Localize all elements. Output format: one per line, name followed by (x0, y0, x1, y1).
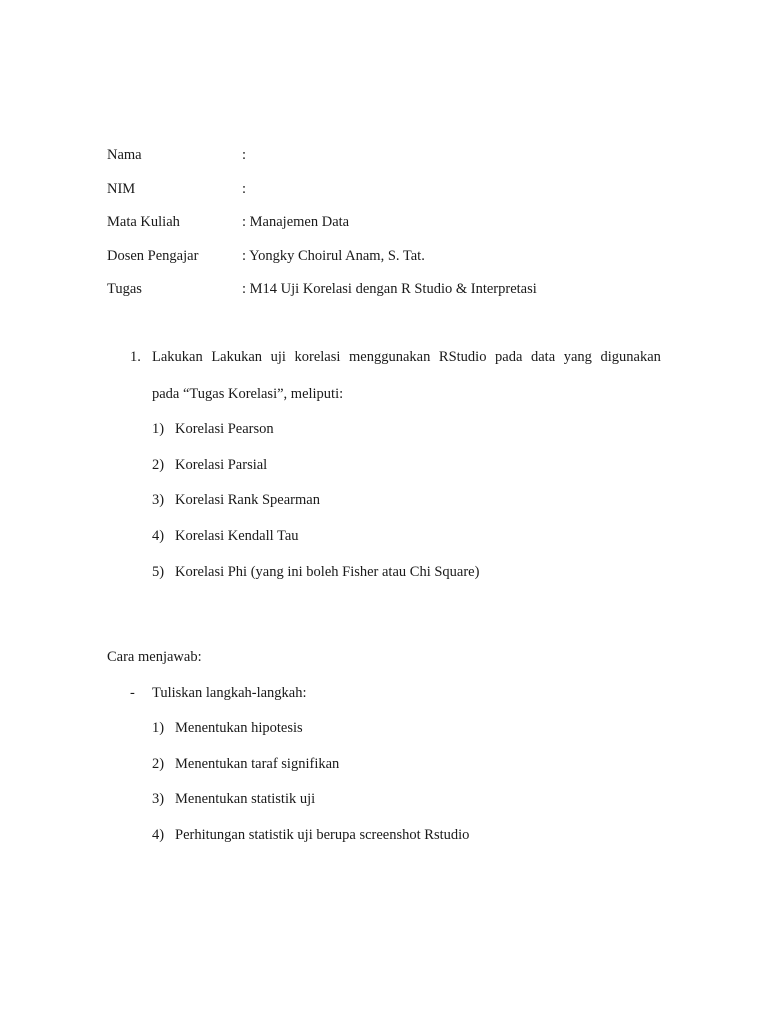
task-word: RStudio (438, 349, 487, 365)
list-number: 4) (152, 827, 165, 844)
info-value: : (242, 180, 247, 197)
list-number: 1) (152, 720, 165, 736)
list-text: Korelasi Phi (yang ini boleh Fisher atau Chi Square) (175, 563, 480, 580)
task-word: Lakukan (211, 349, 263, 365)
task-line-2 (130, 384, 662, 404)
list-number: 3) (152, 791, 165, 808)
list-number: 2) (152, 456, 165, 473)
bullet-text: Tuliskan langkah-langkah: (152, 685, 307, 701)
info-value: : M14 Uji Korelasi dengan R Studio & Interpretasi (242, 281, 537, 297)
task-line-1 (130, 347, 662, 367)
list-text: Perhitungan statistik uji berupa screenshot Rstudio (175, 827, 470, 844)
list-number: 4) (152, 528, 165, 545)
task-word: menggunakan (349, 349, 431, 365)
list-number: 1) (152, 421, 165, 437)
list-text: Korelasi Parsial (175, 456, 268, 473)
info-label: Nama (107, 147, 142, 163)
list-text: Korelasi Pearson (175, 421, 274, 437)
list-text: Menentukan statistik uji (175, 791, 316, 808)
answer-bullet (130, 683, 530, 703)
answer-heading: Cara menjawab: (107, 649, 202, 665)
info-value: : (242, 147, 247, 163)
list-number: 2) (152, 755, 165, 772)
task-word: pada (495, 349, 523, 365)
info-value: : Manajemen Data (242, 214, 350, 230)
task-item-1 (130, 347, 662, 404)
task-word: data (531, 349, 556, 365)
list-text: Menentukan hipotesis (175, 720, 303, 736)
task-number: 1. (130, 349, 141, 365)
info-label: Mata Kuliah (107, 214, 180, 230)
task-word: yang (563, 349, 592, 365)
info-label: NIM (107, 180, 136, 197)
bullet-dash: - (130, 685, 135, 701)
task-word: digunakan (600, 349, 661, 365)
task-word: korelasi (294, 349, 341, 365)
list-text: Menentukan taraf signifikan (175, 755, 340, 772)
info-value: : Yongky Choirul Anam, S. Tat. (242, 247, 425, 264)
list-text: Korelasi Rank Spearman (175, 492, 320, 509)
info-label: Tugas (107, 281, 142, 297)
task-word: uji (270, 349, 286, 365)
info-label: Dosen Pengajar (107, 247, 199, 264)
list-number: 3) (152, 492, 165, 509)
task-instruction-continuation: pada “Tugas Korelasi”, meliputi: (152, 386, 344, 402)
task-word: Lakukan (152, 349, 203, 365)
list-text: Korelasi Kendall Tau (175, 528, 299, 545)
list-number: 5) (152, 563, 165, 580)
task-instruction-line (152, 347, 661, 367)
